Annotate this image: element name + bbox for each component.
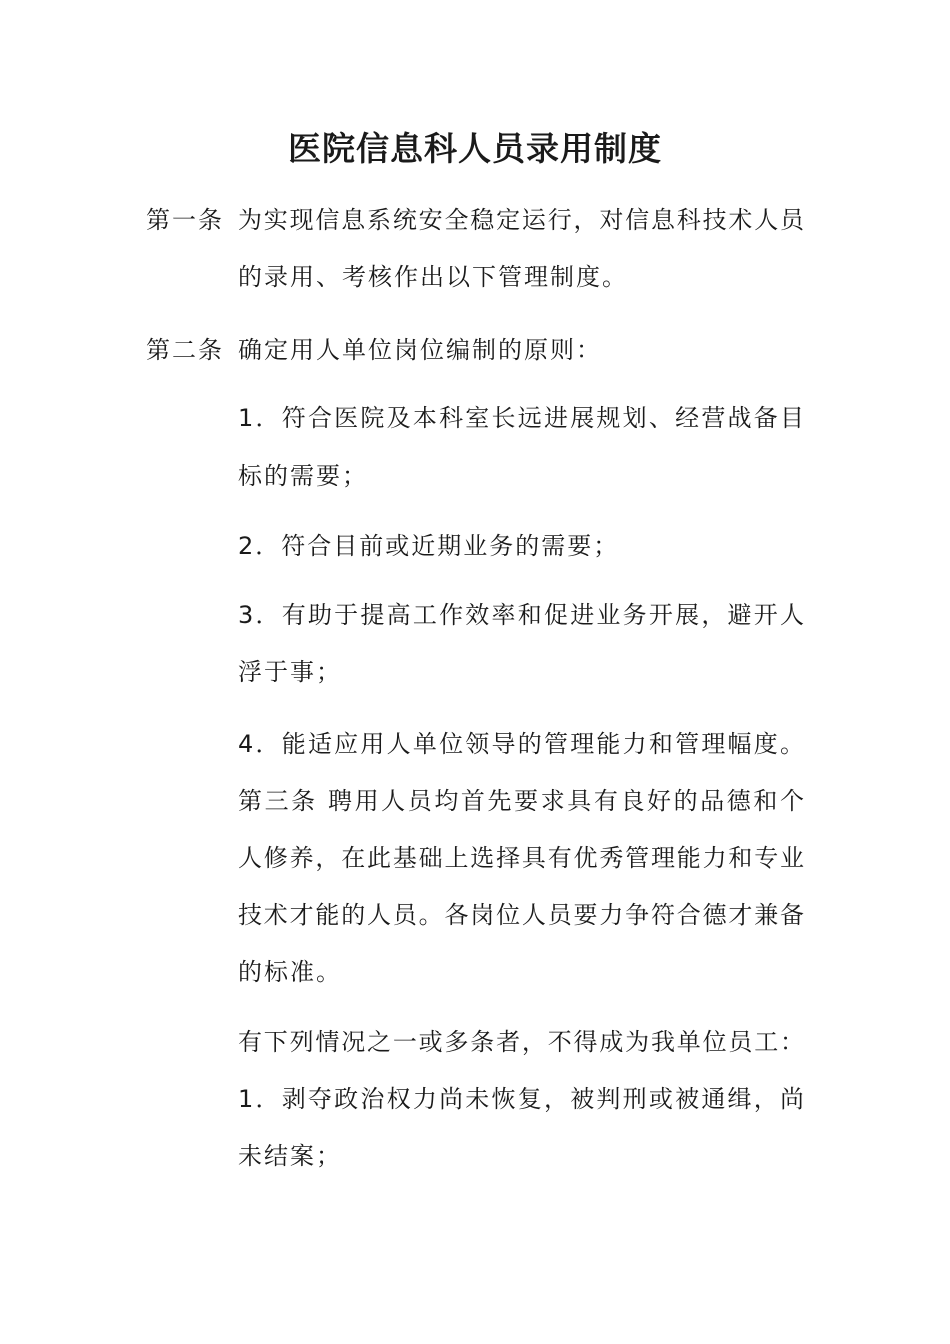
document-title: 医院信息科人员录用制度 <box>288 129 662 168</box>
article-3-line-3: 技术才能的人员。各岗位人员要力争符合德才兼备 <box>238 901 804 929</box>
article-2-item-3-line-2: 浮于事； <box>238 658 342 686</box>
article-1-label: 第一条 <box>146 206 224 234</box>
exclusion-item-1-line-1: 1．剥夺政治权力尚未恢复，被判刑或被通缉，尚 <box>238 1085 804 1113</box>
exclusions-intro: 有下列情况之一或多条者，不得成为我单位员工： <box>238 1028 804 1056</box>
article-3-line-4: 的标准。 <box>238 958 342 986</box>
article-2-item-4-line-1: 4．能适应用人单位领导的管理能力和管理幅度。 <box>238 730 804 758</box>
article-2-item-1-line-1: 1．符合医院及本科室长远进展规划、经营战备目 <box>238 404 804 432</box>
exclusion-item-1-line-2: 未结案； <box>238 1142 342 1170</box>
article-3-line-1: 第三条 聘用人员均首先要求具有良好的品德和个 <box>238 787 804 815</box>
article-2-label: 第二条 <box>146 336 224 364</box>
article-2-line-1: 确定用人单位岗位编制的原则： <box>238 336 602 364</box>
article-2-item-1-line-2: 标的需要； <box>238 462 368 490</box>
article-3-line-2: 人修养，在此基础上选择具有优秀管理能力和专业 <box>238 844 804 872</box>
article-1-line-1: 为实现信息系统安全稳定运行，对信息科技术人员 <box>238 206 804 234</box>
article-2-item-2-line-1: 2．符合目前或近期业务的需要； <box>238 532 620 560</box>
article-1-line-2: 的录用、考核作出以下管理制度。 <box>238 263 628 291</box>
article-2-item-3-line-1: 3．有助于提高工作效率和促进业务开展，避开人 <box>238 601 804 629</box>
